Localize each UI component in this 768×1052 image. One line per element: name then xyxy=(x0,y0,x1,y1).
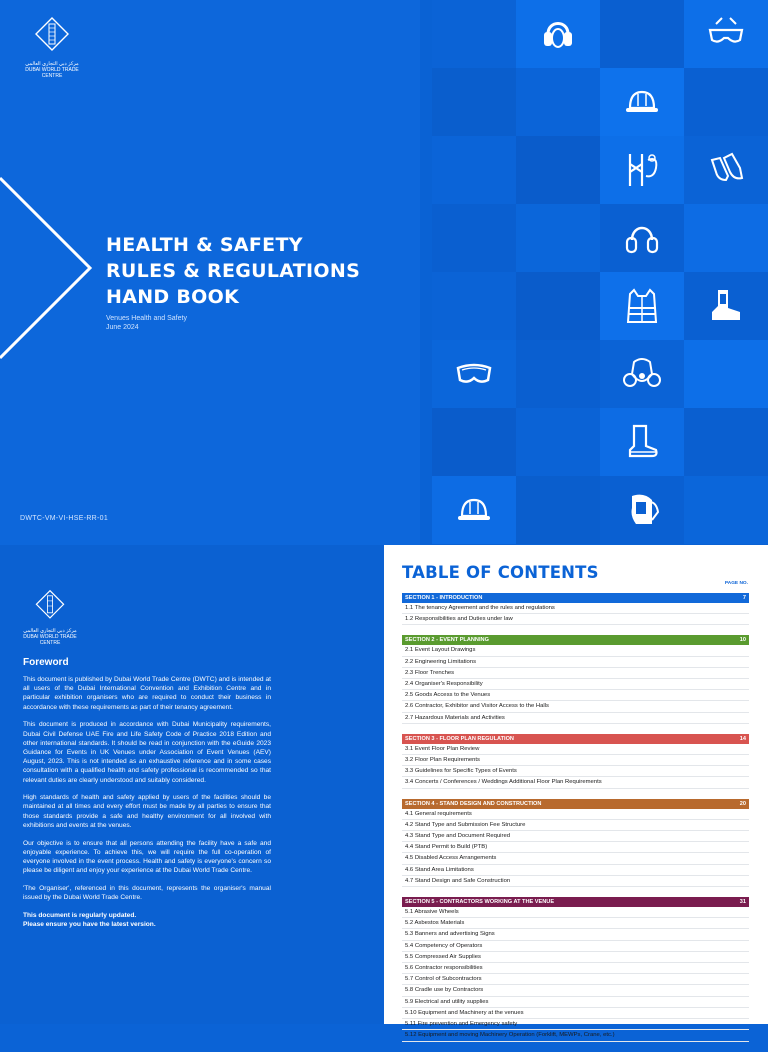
toc-item[interactable]: 2.4 Organiser's Responsibility xyxy=(402,679,749,690)
toc-item[interactable]: 5.6 Contractor responsibilities xyxy=(402,963,749,974)
toc-item[interactable]: 2.2 Engineering Limitations xyxy=(402,657,749,668)
grid-tile xyxy=(684,204,768,272)
toc-section-title: SECTION 1 - INTRODUCTION xyxy=(405,595,483,601)
toc-section xyxy=(402,593,749,625)
toc-item[interactable]: 5.8 Cradle use by Contractors xyxy=(402,985,749,996)
toc-item[interactable]: 5.2 Asbestos Materials xyxy=(402,918,749,929)
grid-tile xyxy=(600,68,684,136)
grid-tile xyxy=(432,272,516,340)
grid-tile xyxy=(600,136,684,204)
grid-tile xyxy=(600,476,684,544)
toc-section-header[interactable] xyxy=(402,593,749,603)
toc-section-page: 31 xyxy=(739,899,746,906)
toc-item[interactable]: 2.7 Hazardous Materials and Activities xyxy=(402,713,749,724)
toc-section-header[interactable] xyxy=(402,897,749,907)
update-note xyxy=(23,911,271,929)
toc-section-page: 14 xyxy=(739,735,746,742)
dwtc-emblem-icon xyxy=(20,589,80,623)
toc-item[interactable]: 1.1 The tenancy Agreement and the rules and regulations xyxy=(402,603,749,614)
foreword-body xyxy=(23,675,271,938)
safety-boot-icon xyxy=(706,286,746,326)
grid-tile xyxy=(432,476,516,544)
toc-section-title: SECTION 2 - EVENT PLANNING xyxy=(405,637,489,644)
toc-item[interactable]: 4.6 Stand Area Limitations xyxy=(402,865,749,876)
grid-tile xyxy=(432,340,516,408)
toc-section-header[interactable] xyxy=(402,635,749,645)
toc-item[interactable]: 3.1 Event Floor Plan Review xyxy=(402,744,749,755)
foreword-paragraph: Our objective is to ensure that all persons attending the facility have a safe and enjoyable experience. To achieve this, we will require the full co-operation of everyone involved in the event process. Health and safety is everyone's concern so please be diligent and enjoy your experience at the Dubai World Trade Centre. xyxy=(23,839,271,875)
toc-item[interactable]: 5.9 Electrical and utility supplies xyxy=(402,997,749,1008)
toc-section xyxy=(402,734,749,789)
cover-title-line: HAND BOOK xyxy=(106,286,240,308)
toc-item[interactable]: 3.2 Floor Plan Requirements xyxy=(402,755,749,766)
grid-tile xyxy=(432,0,516,68)
toc-section-page: 10 xyxy=(739,637,746,644)
logo-text-en: DUBAI WORLD TRADE CENTRE xyxy=(23,634,77,646)
foreword-paragraph: This document is produced in accordance with Dubai Municipality requirements, Dubai Civil Defense UAE Fire and Life Safety Code of Practice 2018 Edition and other international standards. It should be read in conjunction with the eGuide 2023 Guidance for Events in UK Venues under Association of Event Venues (AEV) August, 2023. This is not intended as an exhaustive reference and in some cases consultation with a qualified health and safety professional is recommended so that relevant duties are clearly understood and suitably considered. xyxy=(23,721,271,784)
toc-section-title: SECTION 3 - FLOOR PLAN REGULATION xyxy=(405,735,514,742)
toc-item[interactable]: 3.4 Concerts / Conferences / Weddings Additional Floor Plan Requirements xyxy=(402,777,749,788)
table-of-contents-page xyxy=(384,545,768,1039)
toc-item[interactable]: 2.3 Floor Trenches xyxy=(402,668,749,679)
toc-item[interactable]: 5.4 Competency of Operators xyxy=(402,941,749,952)
toc-item[interactable]: 2.1 Event Layout Drawings xyxy=(402,645,749,656)
toc-item[interactable]: 4.3 Stand Type and Document Required xyxy=(402,831,749,842)
cover-date: June 2024 xyxy=(106,324,139,331)
goggles-icon xyxy=(454,354,494,394)
hard-hat-icon xyxy=(454,490,494,530)
toc-item[interactable]: 5.11 Fire prevention and Emergency safety xyxy=(402,1019,749,1030)
dwtc-emblem-icon xyxy=(22,16,82,56)
toc-section xyxy=(402,635,749,723)
logo-text-ar: مركز دبي التجاري العالمي xyxy=(23,628,77,634)
grid-tile xyxy=(600,340,684,408)
grid-tile xyxy=(432,408,516,476)
grid-tile xyxy=(684,408,768,476)
grid-tile xyxy=(516,136,600,204)
toc-section-title: SECTION 4 - STAND DESIGN AND CONSTRUCTION xyxy=(405,800,542,807)
toc-section-header[interactable] xyxy=(402,799,749,809)
dwtc-logo xyxy=(20,589,80,646)
foreword-title: Foreword xyxy=(23,657,69,668)
grid-tile xyxy=(600,0,684,68)
update-note-line: This document is regularly updated. xyxy=(23,911,137,919)
toc-section-page: 20 xyxy=(739,800,746,807)
grid-tile xyxy=(600,204,684,272)
dwtc-logo xyxy=(22,16,82,79)
logo-text-ar: مركز دبي التجاري العالمي xyxy=(25,61,79,67)
grid-tile xyxy=(684,68,768,136)
toc-section-page: 7 xyxy=(742,595,746,601)
cover-subtitle-block xyxy=(106,314,187,332)
toc-item[interactable]: 5.7 Control of Subcontractors xyxy=(402,974,749,985)
toc-item[interactable]: 5.5 Compressed Air Supplies xyxy=(402,952,749,963)
grid-tile xyxy=(516,68,600,136)
grid-tile xyxy=(684,0,768,68)
grid-tile xyxy=(432,204,516,272)
grid-tile xyxy=(684,272,768,340)
hi-vis-vest-icon xyxy=(622,286,662,326)
grid-tile xyxy=(516,476,600,544)
chevron-graphic xyxy=(0,0,110,545)
safety-glasses-icon xyxy=(706,14,746,54)
toc-item[interactable]: 3.3 Guidelines for Specific Types of Events xyxy=(402,766,749,777)
foreword-paragraph: 'The Organiser', referenced in this document, represents the organiser's manual issued by the Dubai World Trade Centre. xyxy=(23,884,271,902)
cover-title-line: HEALTH & SAFETY xyxy=(106,234,303,256)
toc-item[interactable]: 2.5 Goods Access to the Venues xyxy=(402,690,749,701)
grid-tile xyxy=(516,340,600,408)
hard-hat-icon xyxy=(622,82,662,122)
toc-item[interactable]: 1.2 Responsibilities and Duties under law xyxy=(402,614,749,625)
toc-section xyxy=(402,799,749,887)
face-shield-icon xyxy=(622,490,662,530)
grid-tile xyxy=(600,272,684,340)
rubber-boot-icon xyxy=(622,422,662,462)
foreword-paragraph: This document is published by Dubai World Trade Centre (DWTC) and is intended at all users of the Dubai International Convention and Exhibition Centre and in particular exhibition organisers who are required to conduct their business in accordance with these requirements as part of their tenancy agreement. xyxy=(23,676,271,711)
page-number-label: PAGE NO. xyxy=(724,581,748,586)
gloves-icon xyxy=(706,150,746,190)
toc-section-title: SECTION 5 - CONTRACTORS WORKING AT THE VENUE xyxy=(405,899,555,906)
ppe-icon-grid xyxy=(432,0,768,545)
foreword-page xyxy=(0,545,384,1024)
toc-sections xyxy=(402,593,749,1052)
toc-item[interactable]: 2.6 Contractor, Exhibitor and Visitor Access to the Halls xyxy=(402,701,749,712)
update-note-line: Please ensure you have the latest version. xyxy=(23,920,156,928)
grid-tile xyxy=(684,136,768,204)
grid-tile xyxy=(516,408,600,476)
toc-item[interactable]: 4.5 Disabled Access Arrangements xyxy=(402,853,749,864)
grid-tile xyxy=(516,0,600,68)
grid-tile xyxy=(432,136,516,204)
grid-tile xyxy=(432,68,516,136)
grid-tile xyxy=(516,272,600,340)
toc-item[interactable]: 4.4 Stand Permit to Build (PTB) xyxy=(402,842,749,853)
toc-item[interactable]: 5.10 Equipment and Machinery at the venues xyxy=(402,1008,749,1019)
toc-item[interactable]: 4.7 Stand Design and Safe Construction xyxy=(402,876,749,887)
grid-tile xyxy=(684,476,768,544)
grid-tile xyxy=(600,408,684,476)
logo-text-en: DUBAI WORLD TRADE CENTRE xyxy=(25,67,79,79)
toc-section-header[interactable] xyxy=(402,734,749,744)
toc-section xyxy=(402,897,749,1041)
cover-subtitle: Venues Health and Safety xyxy=(106,315,187,322)
toc-item[interactable]: 5.3 Banners and advertising Signs xyxy=(402,929,749,940)
toc-item[interactable]: 4.1 General requirements xyxy=(402,809,749,820)
foreword-paragraph: High standards of health and safety applied by users of the facilities should be maintained at all times and every effort must be made by all parties to ensure that those standards provide a safe and healthy environment for all involved with exhibitions and events at the venues. xyxy=(23,794,271,829)
toc-item[interactable]: 4.2 Stand Type and Submission Fee Structure xyxy=(402,820,749,831)
cover-title xyxy=(106,232,360,310)
grid-tile xyxy=(684,340,768,408)
ear-muffs-icon xyxy=(622,218,662,258)
grid-tile xyxy=(516,204,600,272)
document-code: DWTC-VM-VI-HSE-RR-01 xyxy=(20,515,109,522)
ear-defenders-icon xyxy=(538,14,578,54)
toc-title: TABLE OF CONTENTS xyxy=(402,563,599,582)
safety-harness-icon xyxy=(622,150,662,190)
respirator-mask-icon xyxy=(622,354,662,394)
cover-title-line: RULES & REGULATIONS xyxy=(106,260,361,282)
toc-item[interactable]: 5.1 Abrasive Wheels xyxy=(402,907,749,918)
toc-item[interactable]: 5.12 Equipment and moving Machinery Operation (Forklift, MEWPs, Crane, etc.) xyxy=(402,1030,749,1041)
